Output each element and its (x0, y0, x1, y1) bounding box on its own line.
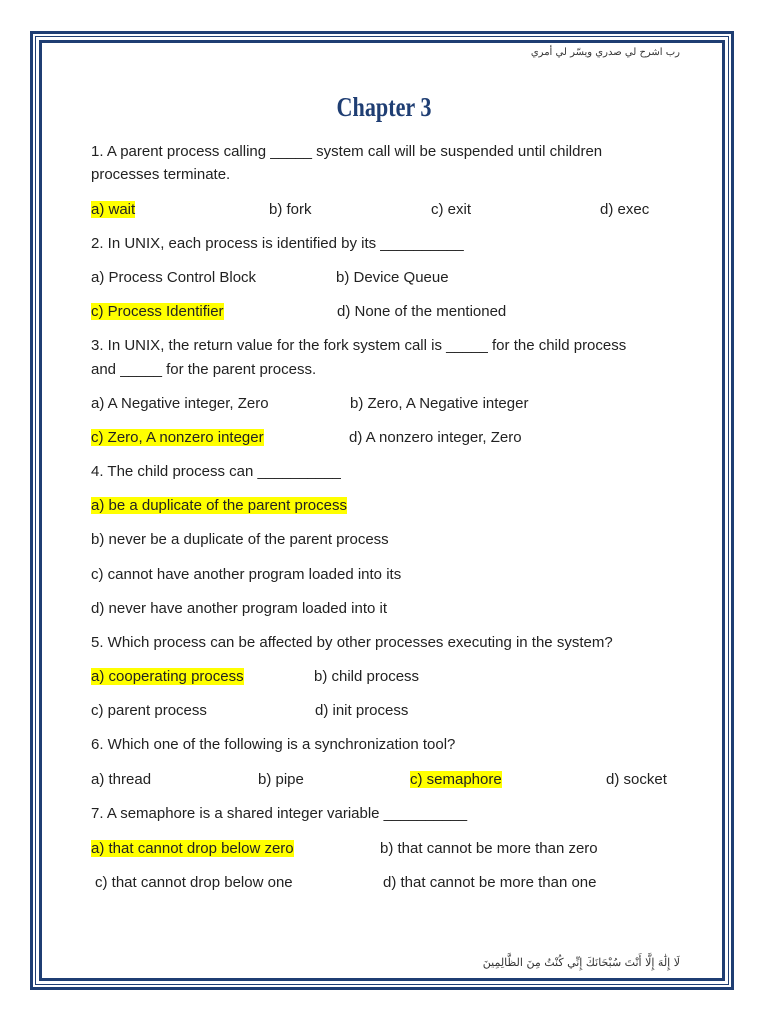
q2-option-b: b) Device Queue (336, 269, 449, 286)
question-3-line-2: and _____ for the parent process. (91, 361, 317, 378)
q2-option-d: d) None of the mentioned (337, 303, 507, 320)
question-6: 6. Which one of the following is a synchronization tool? (91, 736, 456, 753)
q7-option-a-correct: a) that cannot drop below zero (91, 840, 294, 857)
question-3-line-1: 3. In UNIX, the return value for the fork system call is _____ for the child process (91, 337, 627, 354)
header-arabic-prayer: رب اشرح لي صدري ويسّر لي أمري (530, 47, 680, 58)
q1-option-b: b) fork (269, 201, 312, 218)
q5-option-d: d) init process (315, 702, 409, 719)
q6-option-d: d) socket (606, 771, 667, 788)
q1-option-d: d) exec (600, 201, 650, 218)
q6-option-a: a) thread (91, 771, 152, 788)
q4-option-c: c) cannot have another program loaded into its (91, 566, 402, 583)
footer-arabic-verse: لَا إِلَٰهَ إِلَّا أَنْتَ سُبْحَانَكَ إِنِّي كُنْتُ مِنَ الظَّالِمِينَ (482, 956, 680, 969)
q6-option-b: b) pipe (258, 771, 304, 788)
q4-option-b: b) never be a duplicate of the parent process (91, 531, 389, 548)
question-4: 4. The child process can __________ (91, 463, 341, 480)
q5-option-a-correct: a) cooperating process (91, 668, 244, 685)
q6-option-c-correct: c) semaphore (410, 771, 502, 788)
q3-option-d: d) A nonzero integer, Zero (349, 429, 522, 446)
q2-option-c-correct: c) Process Identifier (91, 303, 224, 320)
page-title: Chapter 3 (336, 92, 432, 122)
q2-option-a: a) Process Control Block (91, 269, 257, 286)
question-1-line-1: 1. A parent process calling _____ system call will be suspended until children (91, 143, 603, 160)
q3-option-c-correct: c) Zero, A nonzero integer (91, 429, 264, 446)
question-1-line-2: processes terminate. (91, 166, 231, 183)
q5-option-c: c) parent process (91, 702, 207, 719)
q7-option-c: c) that cannot drop below one (95, 874, 293, 891)
q1-option-c: c) exit (431, 201, 472, 218)
q4-option-d: d) never have another program loaded into it (91, 600, 388, 617)
question-7: 7. A semaphore is a shared integer variable __________ (91, 805, 468, 822)
q4-option-a-correct: a) be a duplicate of the parent process (91, 497, 347, 514)
q3-option-b: b) Zero, A Negative integer (350, 395, 529, 412)
question-5: 5. Which process can be affected by other processes executing in the system? (91, 634, 613, 651)
q3-option-a: a) A Negative integer, Zero (91, 395, 269, 412)
q7-option-b: b) that cannot be more than zero (380, 840, 598, 857)
q7-option-d: d) that cannot be more than one (383, 874, 597, 891)
q5-option-b: b) child process (314, 668, 420, 685)
q1-option-a-correct: a) wait (91, 201, 136, 218)
question-2: 2. In UNIX, each process is identified by its __________ (91, 235, 464, 252)
